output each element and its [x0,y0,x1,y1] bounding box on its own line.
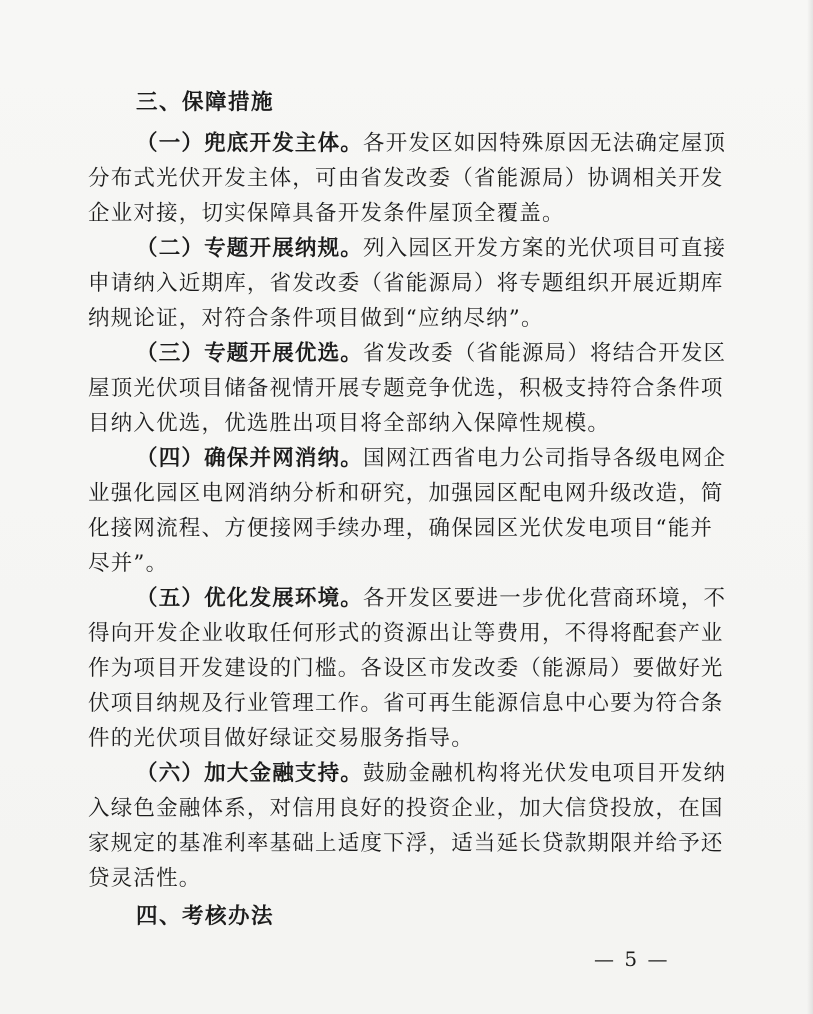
paragraph-lead: （五）优化发展环境。 [136,586,364,611]
page-number: — 5 — [594,947,670,971]
scan-edge-shadow [807,0,813,1014]
paragraph-line: 得向开发企业收取任何形式的资源出让等费用，不得将配套产业 [88,621,724,646]
paragraph-line: 家规定的基准利率基础上适度下浮，适当延长贷款期限并给予还 [88,831,724,856]
paragraph-text: 列入园区开发方案的光伏项目可直接 [363,236,727,261]
paragraph-line [136,444,726,474]
paragraph-line: 入绿色金融体系，对信用良好的投资企业，加大信贷投放，在国 [88,796,724,821]
paragraph-text: 省发改委（省能源局）将结合开发区 [363,341,727,366]
paragraph-line: 作为项目开发建设的门槛。各设区市发改委（能源局）要做好光 [88,656,724,681]
paragraph-line [136,339,726,369]
paragraph-line: 纳规论证，对符合条件项目做到“应纳尽纳”。 [88,306,544,331]
paragraph-line: 申请纳入近期库，省发改委（省能源局）将专题组织开展近期库 [88,271,724,296]
paragraph-text: 各开发区要进一步优化营商环境，不 [363,586,727,611]
paragraph-line [136,584,726,614]
paragraph-lead: （六）加大金融支持。 [136,761,364,786]
paragraph-line: 屋顶光伏项目储备视情开展专题竞争优选，积极支持符合条件项 [88,376,724,401]
paragraph-line: 企业对接，切实保障具备开发条件屋顶全覆盖。 [88,201,565,226]
paragraph-text: 各开发区如因特殊原因无法确定屋顶 [363,131,727,156]
paragraph-line [136,759,726,789]
paragraph-line [136,129,726,159]
paragraph-line: 业强化园区电网消纳分析和研究，加强园区配电网升级改造，简 [88,481,724,506]
paragraph-line: 件的光伏项目做好绿证交易服务指导。 [88,726,474,751]
section-heading: 四、考核办法 [136,904,275,929]
paragraph-lead: （二）专题开展纳规。 [136,236,364,261]
paragraph-text: 国网江西省电力公司指导各级电网企 [363,446,727,471]
paragraph-line: 伏项目纳规及行业管理工作。省可再生能源信息中心要为符合条 [88,691,724,716]
paragraph-line: 贷灵活性。 [88,866,202,891]
section-heading: 三、保障措施 [136,90,275,115]
paragraph-line: 尽并”。 [88,551,169,576]
paragraph-line [136,234,726,264]
paragraph-lead: （四）确保并网消纳。 [136,446,364,471]
paragraph-line: 化接网流程、方便接网手续办理，确保园区光伏发电项目“能并 [88,516,714,541]
paragraph-text: 鼓励金融机构将光伏发电项目开发纳 [363,761,727,786]
paragraph-line: 目纳入优选，优选胜出项目将全部纳入保障性规模。 [88,411,611,436]
paragraph-lead: （三）专题开展优选。 [136,341,364,366]
paragraph-line: 分布式光伏开发主体，可由省发改委（省能源局）协调相关开发 [88,166,724,191]
paragraph-lead: （一）兜底开发主体。 [136,131,364,156]
